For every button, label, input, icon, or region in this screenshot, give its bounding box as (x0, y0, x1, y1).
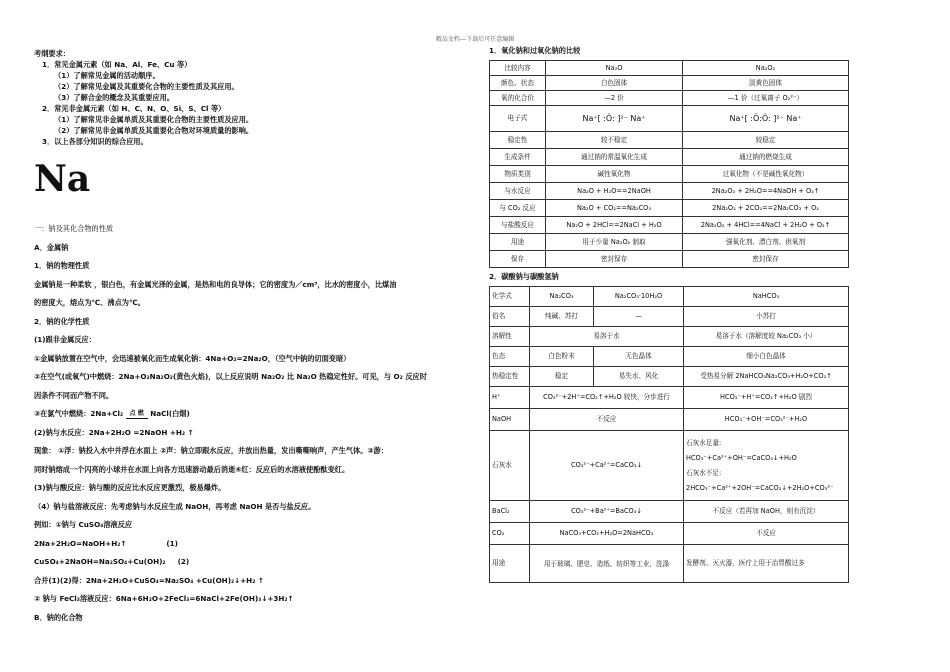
table-cell: 热稳定性 (490, 367, 530, 387)
table-row (490, 409, 849, 431)
table-cell: 易失水、风化 (594, 367, 684, 387)
section-heading: B．钠的化合物 (34, 612, 83, 622)
table-cell: 不反应 (684, 523, 849, 545)
requirement-item: （2）了解常见金属及其重要化合物的主要性质及其应用。 (54, 82, 239, 91)
table-row (490, 387, 849, 409)
table-cell: 保存 (490, 251, 546, 268)
table-cell: 发酵剂、灭火器，医疗上用于治胃酸过多 (684, 545, 849, 583)
table-cell: 2Na₂O₂ + 2CO₂==2Na₂CO₃ + O₂ (683, 200, 849, 217)
paragraph: 因条件不同而产物不同。 (34, 390, 114, 400)
table-row (490, 61, 849, 76)
requirement-item: 2．常见非金属元素（如 H、C、N、O、Si、S、Cl 等） (42, 104, 226, 113)
table-cell: NaOH (490, 409, 530, 431)
paragraph: 例如：①钠与 CuSO₄溶液反应 (34, 520, 133, 529)
table-cell: CO₃²⁻+Ca²⁺=CaCO₃↓ (530, 431, 684, 501)
table-row (490, 501, 849, 523)
table-cell: Na₂O₂ (683, 61, 849, 76)
equation-text: CuSO₄+2NaOH=Na₂SO₄+Cu(OH)₂ (34, 557, 166, 566)
page-header: 精品文档---下载后可任意编辑 (435, 36, 515, 43)
big-title: Na (34, 158, 91, 200)
equation-line (34, 538, 464, 551)
paragraph: 现象： ①浮：钠投入水中并浮在水面上 ②声：钠立即跟水反应，并放出热量，发出嘶嘶响声，产生气体。③游： (34, 446, 388, 455)
table-cell: CO₃²⁻+2H⁺=CO₂↑+H₂O 较快，分步进行 (530, 387, 684, 409)
table-cell: 易溶于水 (530, 327, 684, 347)
table-row (490, 545, 849, 583)
section-heading: 一：钠及其化合物的性质 (34, 224, 114, 233)
paragraph: （4）钠与盐溶液反应：先考虑钠与水反应生成 NaOH，再考虑 NaOH 是否与盐反应。 (34, 501, 316, 511)
table-cell: 氧的化合价 (490, 91, 546, 106)
paragraph: 金属钠是一种柔软 ，银白色，有金属光泽的金属，是热和电的良导体；它的密度为／cm³，比水的密度小，比煤油 (34, 279, 397, 289)
requirement-item: 3．以上各部分知识的综合应用。 (42, 137, 148, 146)
table-cell: 白色粉末 (530, 347, 594, 367)
paragraph: (2)钠与水反应：2Na+2H₂O =2NaOH +H₂ ↑ (34, 427, 194, 437)
table-cell: 石灰水 (490, 431, 530, 501)
paragraph: ② 钠与 FeCl₃溶液反应：6Na+6H₂O+2FeCl₃=6NaCl+2Fe(OH)₃↓+3H₂↑ (34, 594, 294, 603)
table-cell: 与水反应 (490, 183, 546, 200)
table-row (490, 327, 849, 347)
table-row (490, 200, 849, 217)
table-cell: Na₂O + CO₂==Na₂CO₃ (546, 200, 683, 217)
equation-line (34, 408, 464, 421)
condition-label: 点 燃 (129, 409, 144, 417)
table-cell: 俗名 (490, 307, 530, 327)
table-row (490, 367, 849, 387)
left-column (34, 48, 464, 624)
table-cell: 生成条件 (490, 149, 546, 166)
paragraph: 同时钠熔成一个闪亮的小球并在水面上向各方迅速游动最后消逝④红：反应后的水溶液使酚酞变红。 (34, 464, 350, 474)
table-cell: 化学式 (490, 287, 530, 307)
cell-line: 石灰水不足: (686, 468, 722, 477)
table-cell: 小苏打 (684, 307, 849, 327)
table-row (490, 132, 849, 149)
table-row (490, 91, 849, 106)
requirement-item: （1）了解常见金属的活动顺序。 (54, 71, 160, 80)
table-title: 1．氧化钠和过氧化钠的比较 (489, 46, 581, 55)
paragraph: 合并(1)(2)得：2Na+2H₂O+CuSO₄=Na₂SO₄ +Cu(OH)₂↓+H₂ ↑ (34, 575, 264, 585)
table-cell: HCO₃⁻+OH⁻=CO₃²⁻+H₂O (684, 409, 849, 431)
paragraph: ①金属钠放置在空气中，会迅速被氧化而生成氧化钠：4Na+O₂=2Na₂O，（空气中钠的切面变暗） (34, 353, 351, 363)
carbonate-comparison-table (489, 286, 849, 583)
requirement-item: （2）了解常见非金属单质及其重要化合物对环境质量的影响。 (54, 126, 254, 135)
requirement-item: 1．常见金属元素（如 Na、Al、Fe、Cu 等） (42, 60, 192, 69)
table-cell: 色态 (490, 347, 530, 367)
table-cell: BaCl₂ (490, 501, 530, 523)
table-cell (684, 431, 849, 501)
table-cell: 用于玻璃、肥皂、造纸、纺织等工业，洗涤 (530, 545, 684, 583)
table-cell: 通过钠的燃烧生成 (683, 149, 849, 166)
table-cell: Na₂O (546, 61, 683, 76)
equation-arrow (126, 418, 148, 421)
table-cell: 溶解性 (490, 327, 530, 347)
section-heading: (1)跟非金属反应： (34, 335, 96, 344)
table-cell: NaCO₃+CO₂+H₂O=2NaHCO₃ (530, 523, 684, 545)
section-heading: 2．钠的化学性质 (34, 316, 90, 326)
table-cell: 电子式 (490, 106, 546, 132)
table-cell: 较稳定 (683, 132, 849, 149)
section-heading: 1．钠的物理性质 (34, 261, 90, 270)
table-row (490, 234, 849, 251)
paragraph: ②在空气(或氧气)中燃烧：2Na+O₂Na₂O₂(黄色火焰)，以上反应说明 Na₂O₂ 比 Na₂O 热稳定性好。可见，与 O₂ 反应时 (34, 372, 427, 381)
table-cell: 与 CO₂ 反应 (490, 200, 546, 217)
table-cell: 无色晶体 (594, 347, 684, 367)
table-cell: Na₂O + H₂O==2NaOH (546, 183, 683, 200)
equation-text: 2Na+2H₂O=NaOH+H₂↑ (34, 538, 127, 548)
table-row (490, 307, 849, 327)
table-cell: 比较内容 (490, 61, 546, 76)
table-cell: 受热易分解 2NaHCO₃Na₂CO₃+H₂O+CO₂↑ (684, 367, 849, 387)
table-row (490, 166, 849, 183)
table-cell: 稳定 (530, 367, 594, 387)
table-cell: 过氧化物（不是碱性氧化物） (683, 166, 849, 183)
table-cell: 易溶于水（溶解度较 Na₂CO₃ 小） (684, 327, 849, 347)
table-cell: 碱性氧化物 (546, 166, 683, 183)
equation-text: ③在氯气中燃烧：2Na+Cl₂ (34, 409, 124, 418)
table-cell: 细小白色晶体 (684, 347, 849, 367)
table-row (490, 149, 849, 166)
equation-number: (2) (177, 557, 190, 566)
paragraph: (3)钠与酸反应：钠与酸的反应比水反应更激烈，极易爆炸。 (34, 483, 226, 492)
table-cell: 用于少量 Na₂O₂ 制取 (546, 234, 683, 251)
table-cell: 不反应 (530, 409, 684, 431)
table-row (490, 287, 849, 307)
table-cell: CO₂ (490, 523, 530, 545)
table-cell: 密封保存 (683, 251, 849, 268)
table-cell: CO₃²⁻+Ba²⁺=BaCO₃↓ (530, 501, 684, 523)
table-cell: 淡黄色固体 (683, 76, 849, 91)
table-cell: 物质类别 (490, 166, 546, 183)
table-title: 2．碳酸钠与碳酸氢钠 (489, 272, 559, 281)
table-cell: 与盐酸反应 (490, 217, 546, 234)
cell-line: HCO₃⁻+Ca²⁺+OH⁻=CaCO₃↓+H₂O (686, 453, 797, 462)
requirements-title: 考纲要求： (34, 49, 70, 58)
section-heading: A．金属钠 (34, 242, 69, 252)
table-cell: NaHCO₃ (684, 287, 849, 307)
cell-line: 2HCO₃⁻+Ca²⁺+2OH⁻=CaCO₃↓+2H₂O+CO₃²⁻ (686, 483, 834, 492)
table-cell: 不反应（若再加 NaOH，则有沉淀） (684, 501, 849, 523)
table-row (490, 347, 849, 367)
table-cell: —1 价（过氧离子 O₂²⁻） (683, 91, 849, 106)
table-cell: Na⁺[ :Ö: ]²⁻ Na⁺ (546, 106, 683, 132)
table-cell: HCO₃⁻+H⁺=CO₂↑+H₂O 剧烈 (684, 387, 849, 409)
requirement-item: （1）了解常见非金属单质及其重要化合物的主要性质及应用。 (54, 115, 254, 124)
table-cell: 颜色、状态 (490, 76, 546, 91)
table-cell: —2 价 (546, 91, 683, 106)
equation-line (34, 556, 464, 569)
table-row (490, 523, 849, 545)
table-cell: Na₂CO₃ (530, 287, 594, 307)
table-cell: 2Na₂O₂ + 2H₂O==4NaOH + O₂↑ (683, 183, 849, 200)
equation-number: (1) (166, 538, 178, 548)
table-row (490, 251, 849, 268)
table-cell: 稳定性 (490, 132, 546, 149)
table-cell: 密封保存 (546, 251, 683, 268)
table-row (490, 217, 849, 234)
table-cell: Na₂O + 2HCl==2NaCl + H₂O (546, 217, 683, 234)
cell-line: 石灰水足量: (686, 438, 722, 447)
table-cell: 纯碱、苏打 (530, 307, 594, 327)
table-row (490, 183, 849, 200)
table-cell: 较不稳定 (546, 132, 683, 149)
table-cell: Na⁺[ :Ö:Ö: ]²⁻ Na⁺ (683, 106, 849, 132)
table-cell: 白色固体 (546, 76, 683, 91)
table-row (490, 106, 849, 132)
table-cell: 用途 (490, 545, 530, 583)
table-cell: 通过钠的常温氧化生成 (546, 149, 683, 166)
table-cell: — (594, 307, 684, 327)
oxide-comparison-table (489, 60, 849, 268)
table-cell: 2Na₂O₂ + 4HCl==4NaCl + 2H₂O + O₂↑ (683, 217, 849, 234)
requirement-item: （3）了解合金的概念及其重要应用。 (54, 93, 175, 102)
table-cell: 用途 (490, 234, 546, 251)
table-cell: 强氧化剂、漂白剂、供氧剂 (683, 234, 849, 251)
reaction-condition (126, 410, 148, 421)
table-cell: Na₂CO₃·10H₂O (594, 287, 684, 307)
right-column (489, 46, 849, 583)
paragraph: 的密度大，熔点为℃、沸点为℃。 (34, 298, 145, 307)
equation-text: NaCl(白烟) (150, 409, 190, 418)
table-cell: H⁺ (490, 387, 530, 409)
table-row (490, 76, 849, 91)
table-row (490, 431, 849, 501)
